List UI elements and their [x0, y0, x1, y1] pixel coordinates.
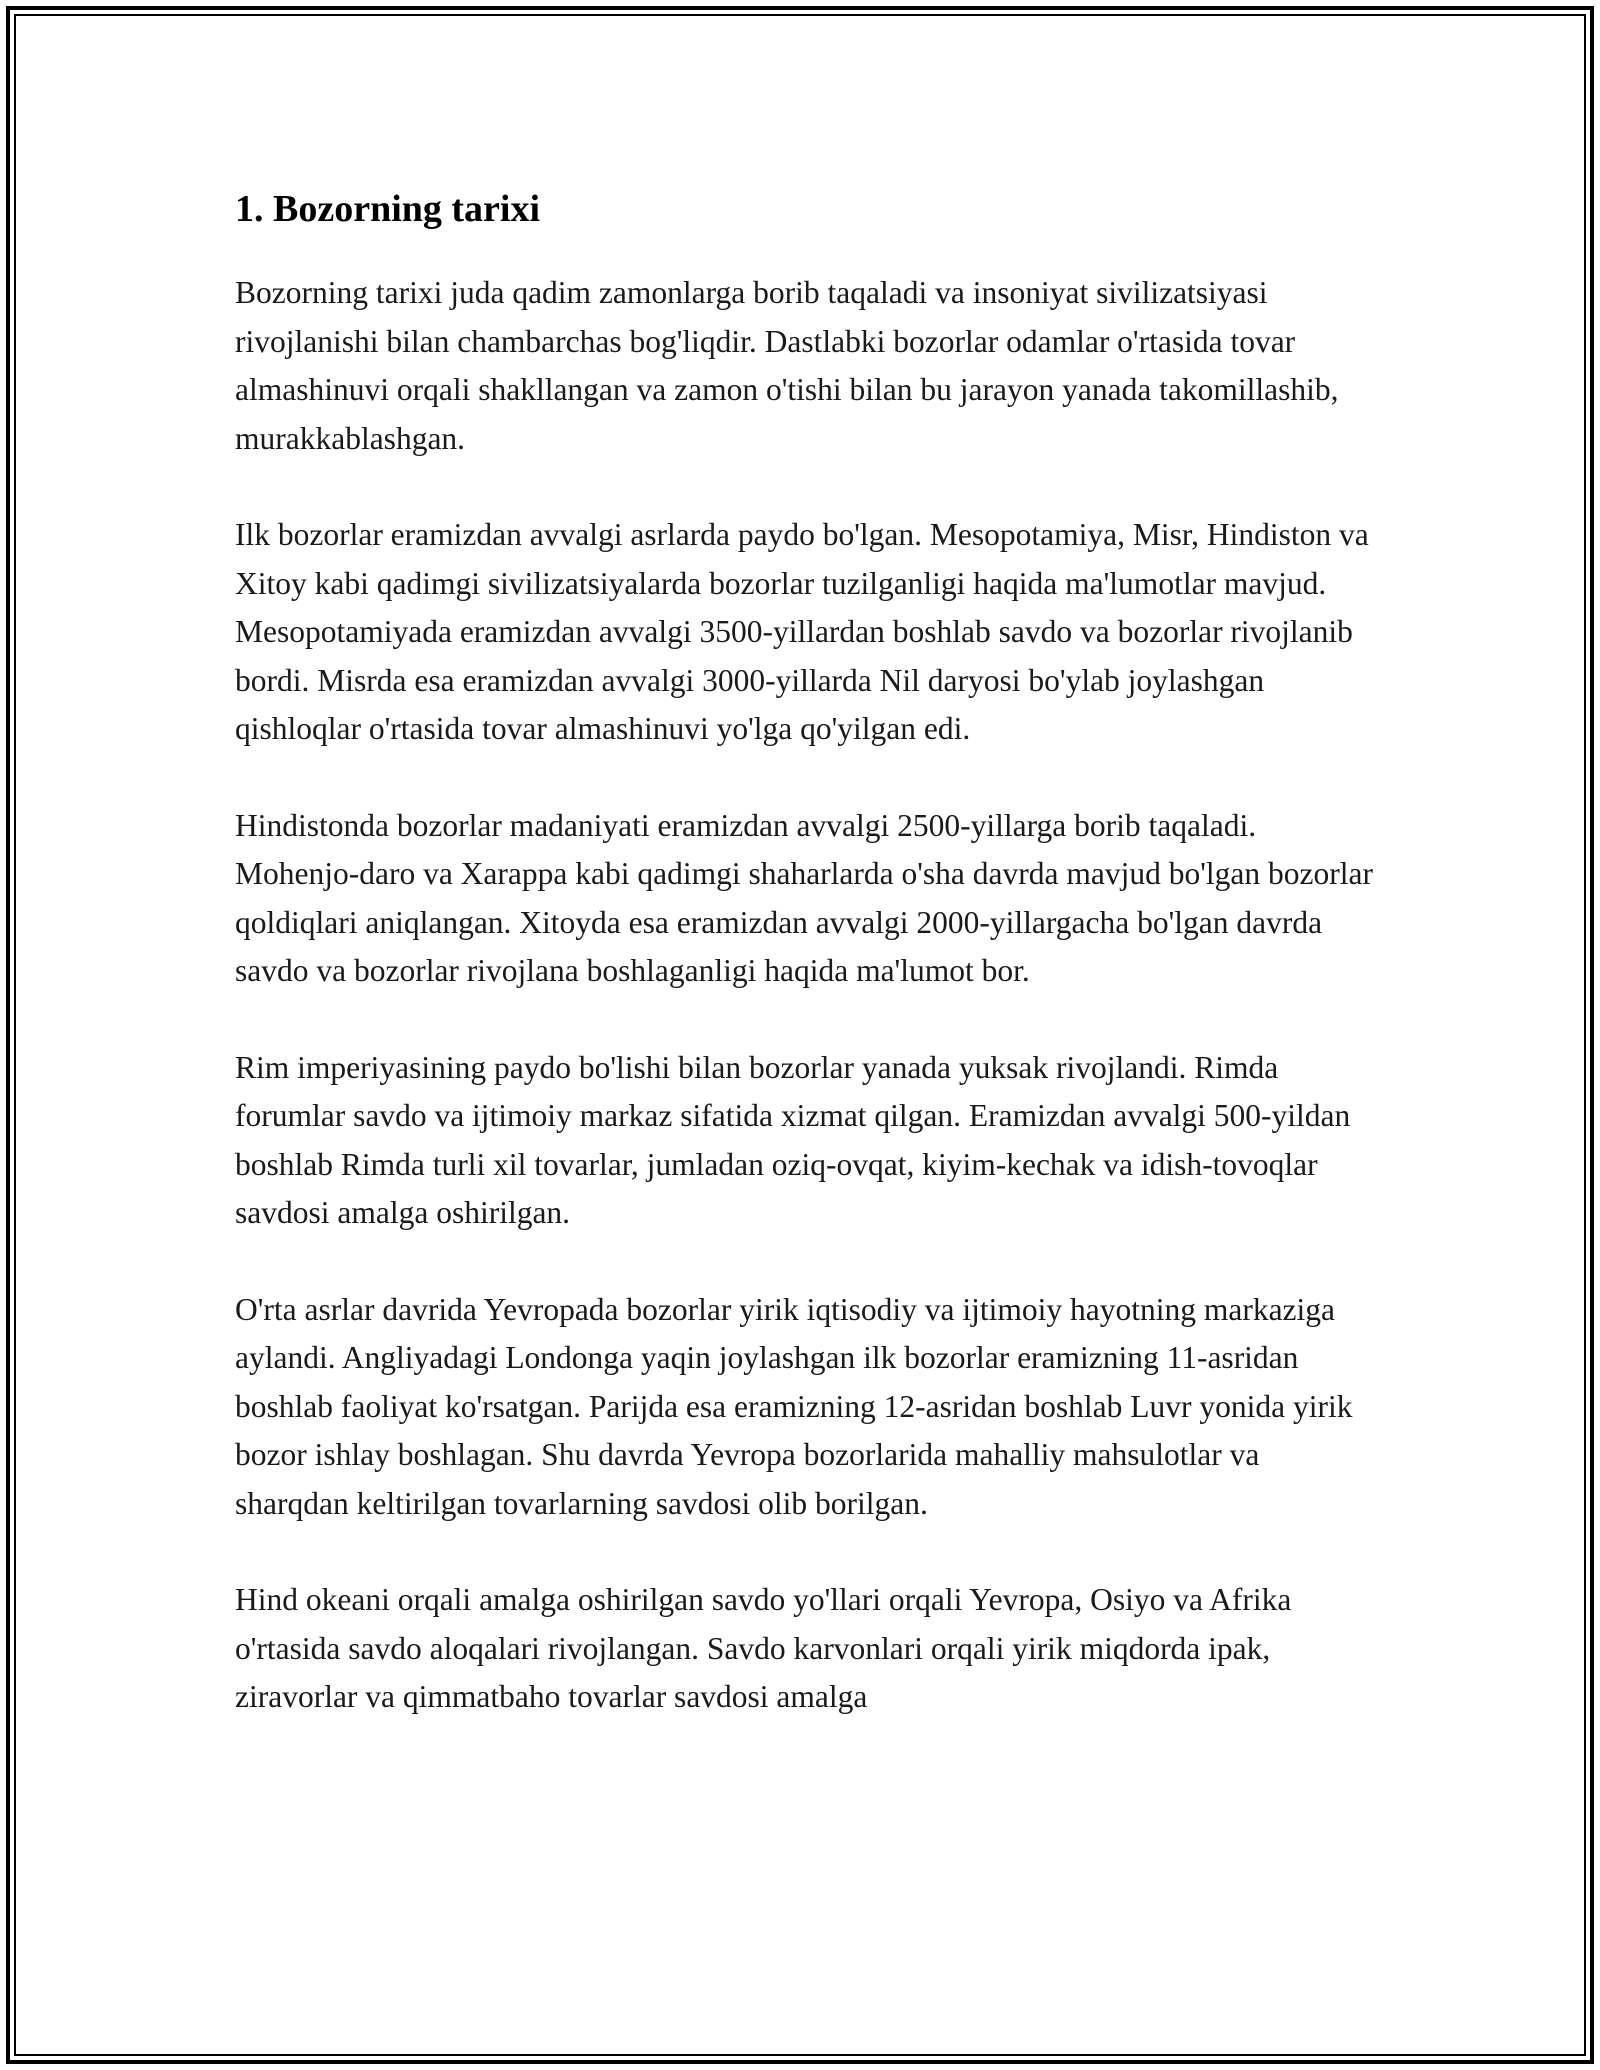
paragraph-rome: Rim imperiyasining paydo bo'lishi bilan bozorlar yanada yuksak rivojlandi. Rimda forumlar savdo va ijtimoiy markaz sifatida xizmat qilgan. Eramizdan avvalgi 500-yildan boshlab Rimda turli xil tovarlar, jumladan oziq-ovqat, kiyim-kechak va idish-tovoqlar savdosi amalga oshirilgan.	[235, 1049, 1351, 1230]
paragraph-trade-routes: Hind okeani orqali amalga oshirilgan savdo yo'llari orqali Yevropa, Osiyo va Afrika o'rtasida savdo aloqalari rivojlangan. Savdo karvonlari orqali yirik miqdorda ipak, ziravorlar va qimmatbaho tovarlar savdosi amalga	[235, 1582, 1292, 1714]
paragraph-india-china: Hindistonda bozorlar madaniyati eramizdan avvalgi 2500-yillarga borib taqaladi. Mohenjo-daro va Xarappa kabi qadimgi shaharlarda o'sha davrda mavjud bo'lgan bozorlar qoldiqlari aniqlangan. Xitoyda esa eramizdan avvalgi 2000-yillargacha bo'lgan davrda savdo va bozorlar rivojlana boshlaganligi haqida ma'lumot bor.	[235, 807, 1373, 988]
paragraph-early-markets: Ilk bozorlar eramizdan avvalgi asrlarda paydo bo'lgan. Mesopotamiya, Misr, Hindiston va Xitoy kabi qadimgi sivilizatsiyalarda bozorlar tuzilganligi haqida ma'lumotlar mavjud. Mesopotamiyada eramizdan avvalgi 3500-yillardan boshlab savdo va bozorlar rivojlanib bordi. Misrda esa eramizdan avvalgi 3000-yillarda Nil daryosi bo'ylab joylashgan qishloqlar o'rtasida tovar almashinuvi yo'lga qo'yilgan edi.	[235, 517, 1369, 746]
paragraph-middle-ages: O'rta asrlar davrida Yevropada bozorlar yirik iqtisodiy va ijtimoiy hayotning markaziga aylandi. Angliyadagi Londonga yaqin joylashgan ilk bozorlar eramizning 11-asridan boshlab faoliyat ko'rsatgan. Parijda esa eramizning 12-asridan boshlab Luvr yonida yirik bozor ishlay boshlagan. Shu davrda Yevropa bozorlarida mahalliy mahsulotlar va sharqdan keltirilgan tovarlarning savdosi olib borilgan.	[235, 1291, 1353, 1521]
document-body	[235, 185, 1375, 1770]
paragraph-intro: Bozorning tarixi juda qadim zamonlarga borib taqaladi va insoniyat sivilizatsiyasi rivojlanishi bilan chambarchas bog'liqdir. Dastlabki bozorlar odamlar o'rtasida tovar almashinuvi orqali shakllangan va zamon o'tishi bilan bu jarayon yanada takomillashib, murakkablashgan.	[235, 275, 1339, 456]
section-heading: 1. Bozorning tarixi	[235, 188, 541, 230]
